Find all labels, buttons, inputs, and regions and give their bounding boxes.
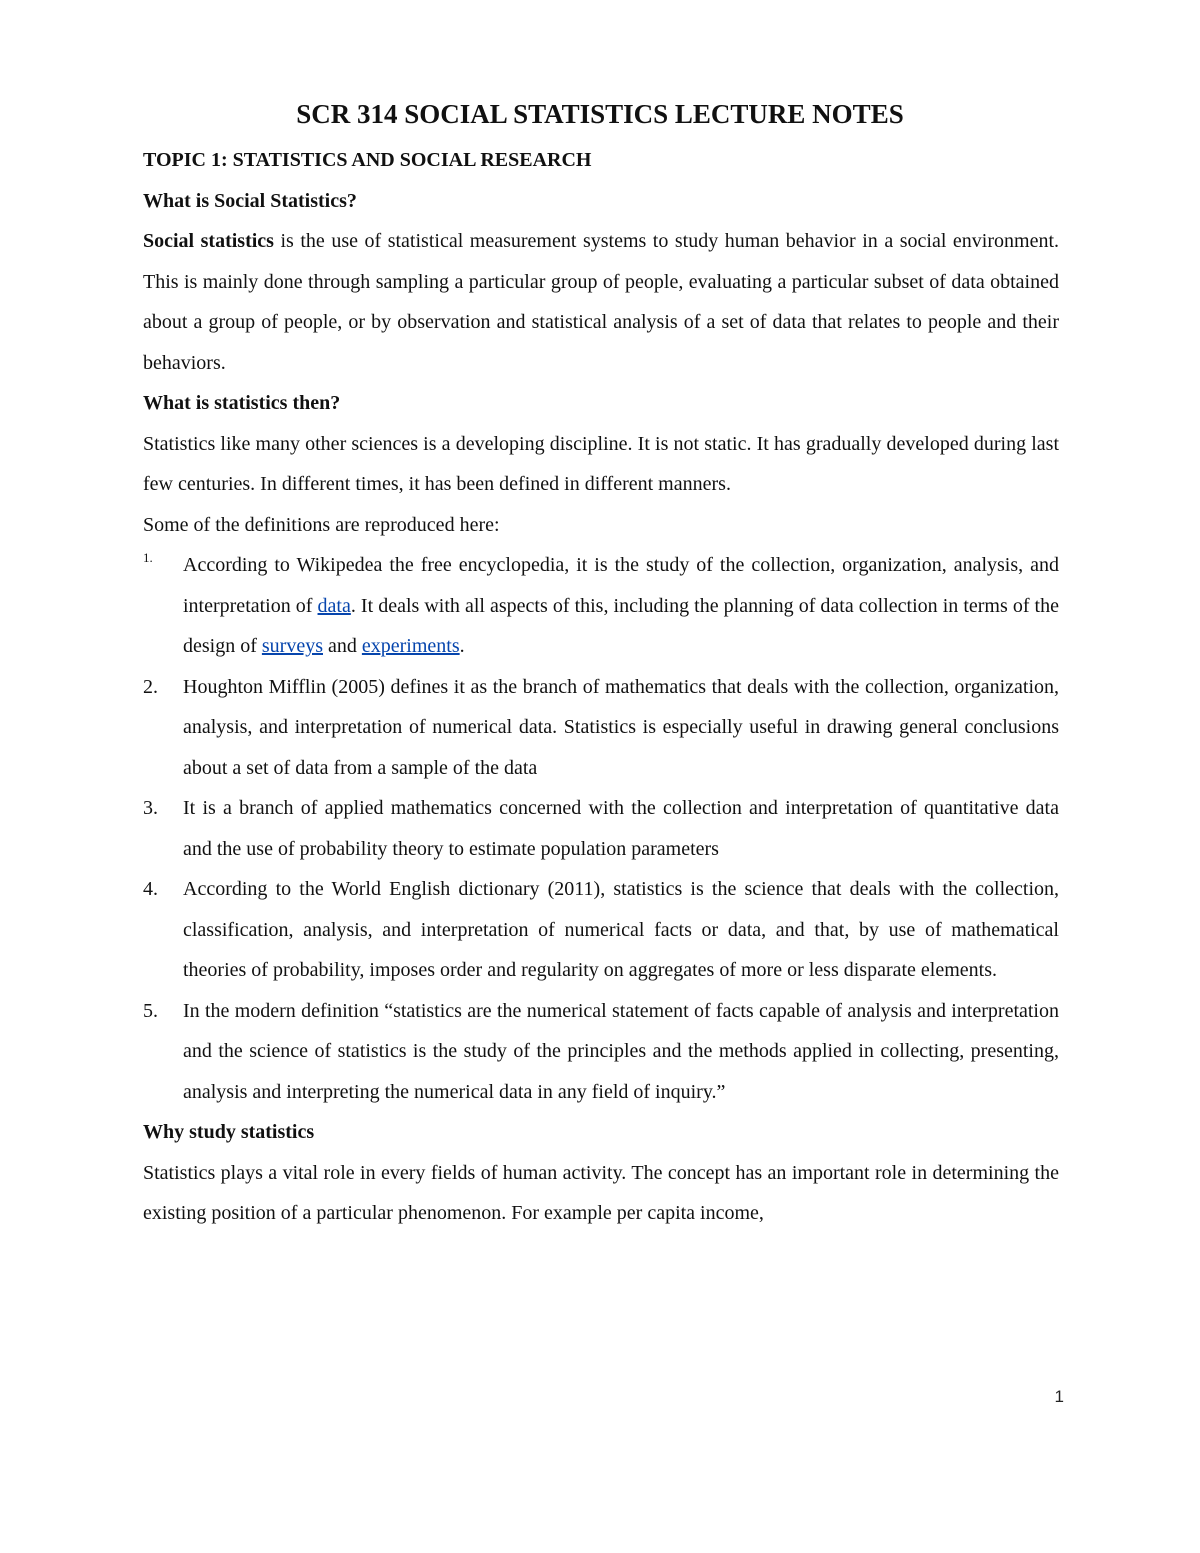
page-number: 1 bbox=[1054, 1387, 1064, 1406]
list-item bbox=[143, 788, 1059, 869]
list-item bbox=[143, 545, 1059, 667]
section-heading-what-is-statistics: What is statistics then? bbox=[143, 392, 341, 414]
definition-text: Houghton Mifflin (2005) defines it as the branch of mathematics that deals with the collection, organization, analysis, and interpretation of numerical data. Statistics is especially useful in drawing general conclusions about a set of data from a sample of the data bbox=[183, 675, 1059, 779]
definitions-list bbox=[143, 545, 1059, 1112]
surveys-link[interactable]: surveys bbox=[261, 635, 323, 657]
list-item-number: 4. bbox=[143, 878, 158, 900]
section-heading-social-statistics: What is Social Statistics? bbox=[143, 189, 357, 212]
experiments-link[interactable]: experiments bbox=[361, 635, 460, 657]
data-link[interactable]: data bbox=[317, 594, 351, 617]
statistics-intro-line: Some of the definitions are reproduced here: bbox=[143, 513, 500, 536]
definition-text: . It deals with all aspects of this, including the planning of data collection in terms of the design of bbox=[183, 594, 1059, 657]
list-item-number: 3. bbox=[143, 797, 158, 819]
social-statistics-paragraph bbox=[143, 221, 1059, 383]
why-study-paragraph: Statistics plays a vital role in every fields of human activity. The concept has an important role in determining the existing position of a particular phenomenon. For example per capita income, bbox=[143, 1161, 1059, 1224]
list-item bbox=[143, 667, 1059, 789]
social-statistics-term: Social statistics bbox=[143, 230, 274, 252]
definition-text: . bbox=[459, 635, 465, 657]
list-item-number: 1. bbox=[143, 550, 153, 565]
definition-text: According to the World English dictionary (2011), statistics is the science that deals with the collection, classification, analysis, and interpretation of numerical facts or data, and that, by use of mathematical theories of probability, imposes order and regularity on aggregates of more or less disparate elements. bbox=[183, 878, 1059, 981]
page-title: SCR 314 SOCIAL STATISTICS LECTURE NOTES bbox=[296, 99, 904, 129]
definition-text: In the modern definition “statistics are the numerical statement of facts capable of analysis and interpretation and the science of statistics is the study of the principles and the methods applied in collecting, presenting, analysis and interpreting the numerical data in any field of inquiry.” bbox=[183, 999, 1059, 1103]
definition-text: and bbox=[323, 635, 362, 657]
page-content bbox=[143, 140, 1059, 1234]
list-item bbox=[143, 869, 1059, 991]
list-item-number: 5. bbox=[143, 999, 158, 1022]
social-statistics-body: is the use of statistical measurement systems to study human behavior in a social environment. This is mainly done through sampling a particular group of people, evaluating a particular subset of data obtained about a group of people, or by observation and statistical analysis of a set of data that relates to people and their behaviors. bbox=[143, 230, 1059, 374]
list-item-number: 2. bbox=[143, 675, 158, 698]
statistics-intro-paragraph: Statistics like many other sciences is a developing discipline. It is not static. It has gradually developed during last few centuries. In different times, it has been defined in different manners. bbox=[143, 432, 1059, 495]
section-heading-why-study-statistics: Why study statistics bbox=[143, 1121, 315, 1143]
list-item bbox=[143, 991, 1059, 1113]
topic-heading: TOPIC 1: STATISTICS AND SOCIAL RESEARCH bbox=[143, 149, 592, 171]
definition-text: According to Wikipedea the free encyclopedia, it is the study of the collection, organization, analysis, and interpretation of bbox=[183, 554, 1059, 617]
definition-text: It is a branch of applied mathematics concerned with the collection and interpretation of quantitative data and the use of probability theory to estimate population parameters bbox=[183, 797, 1059, 860]
